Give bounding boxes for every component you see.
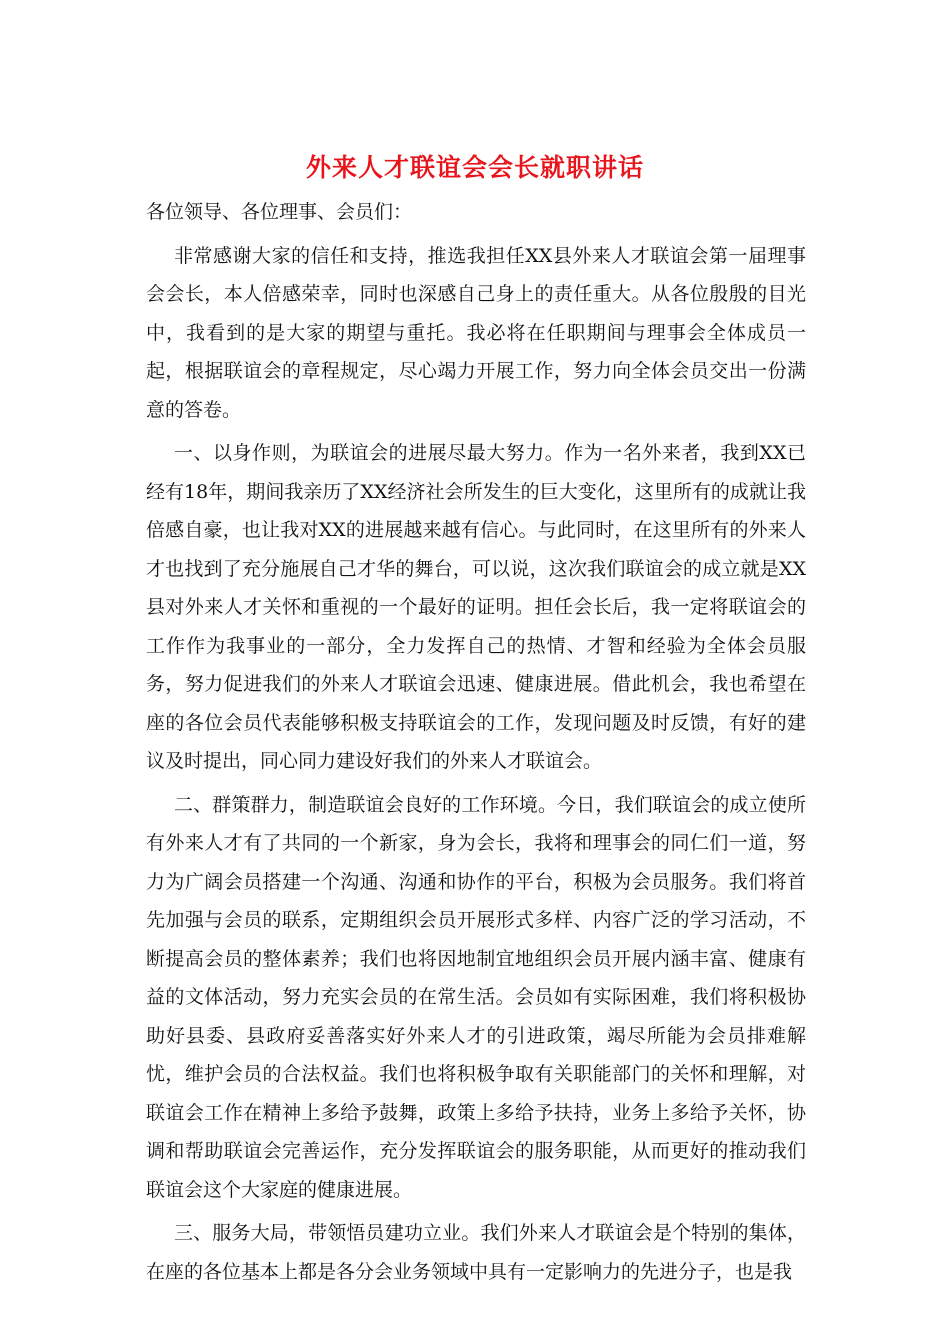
greeting-line: 各位领导、各位理事、会员们： — [146, 201, 413, 223]
document-body — [146, 193, 806, 1291]
paragraph-point-three: 三、服务大局，带领悟员建功立业。我们外来人才联谊会是个特别的集体，在座的各位基本上都是各分会业务领域中具有一定影响力的先进分子，也是我 — [146, 1222, 806, 1283]
document-title: 外来人才联谊会会长就职讲话 — [305, 153, 644, 182]
paragraph-intro: 非常感谢大家的信任和支持，推选我担任XX县外来人才联谊会第一届理事会会长，本人倍感荣幸，同时也深感自己身上的责任重大。从各位殷殷的目光中，我看到的是大家的期望与重托。我必将在任职期间与理事会全体成员一起，根据联谊会的章程规定，尽心竭力开展工作，努力向全体会员交出一份满意的答卷。 — [146, 244, 806, 421]
paragraph-point-two: 二、群策群力，制造联谊会良好的工作环境。今日，我们联谊会的成立使所有外来人才有了共同的一个新家，身为会长，我将和理事会的同仁们一道，努力为广阔会员搭建一个沟通、沟通和协作的平台，积极为会员服务。我们将首先加强与会员的联系，定期组织会员开展形式多样、内容广泛的学习活动，不断提高会员的整体素养；我们也将因地制宜地组织会员开展内涵丰富、健康有益的文体活动，努力充实会员的在常生活。会员如有实际困难，我们将积极协助好县委、县政府妥善落实好外来人才的引进政策，竭尽所能为会员排难解忧，维护会员的合法权益。我们也将积极争取有关职能部门的关怀和理解，对联谊会工作在精神上多给予鼓舞，政策上多给予扶持，业务上多给予关怀，协调和帮助联谊会完善运作，充分发挥联谊会的服务职能，从而更好的推动我们联谊会这个大家庭的健康进展。 — [146, 793, 806, 1201]
paragraph-point-one: 一、以身作则，为联谊会的进展尽最大努力。作为一名外来者，我到XX已经有18年，期间我亲历了XX经济社会所发生的巨大变化，这里所有的成就让我倍感自豪，也让我对XX的进展越来越有信心。与此同时，在这里所有的外来人才也找到了充分施展自己才华的舞台，可以说，这次我们联谊会的成立就是XX县对外来人才关怀和重视的一个最好的证明。担任会长后，我一定将联谊会的工作作为我事业的一部分，全力发挥自己的热情、才智和经验为全体会员服务，努力促进我们的外来人才联谊会迅速、健康进展。借此机会，我也希望在座的各位会员代表能够积极支持联谊会的工作，发现问题及时反馈，有好的建议及时提出，同心同力建设好我们的外来人才联谊会。 — [146, 442, 806, 772]
